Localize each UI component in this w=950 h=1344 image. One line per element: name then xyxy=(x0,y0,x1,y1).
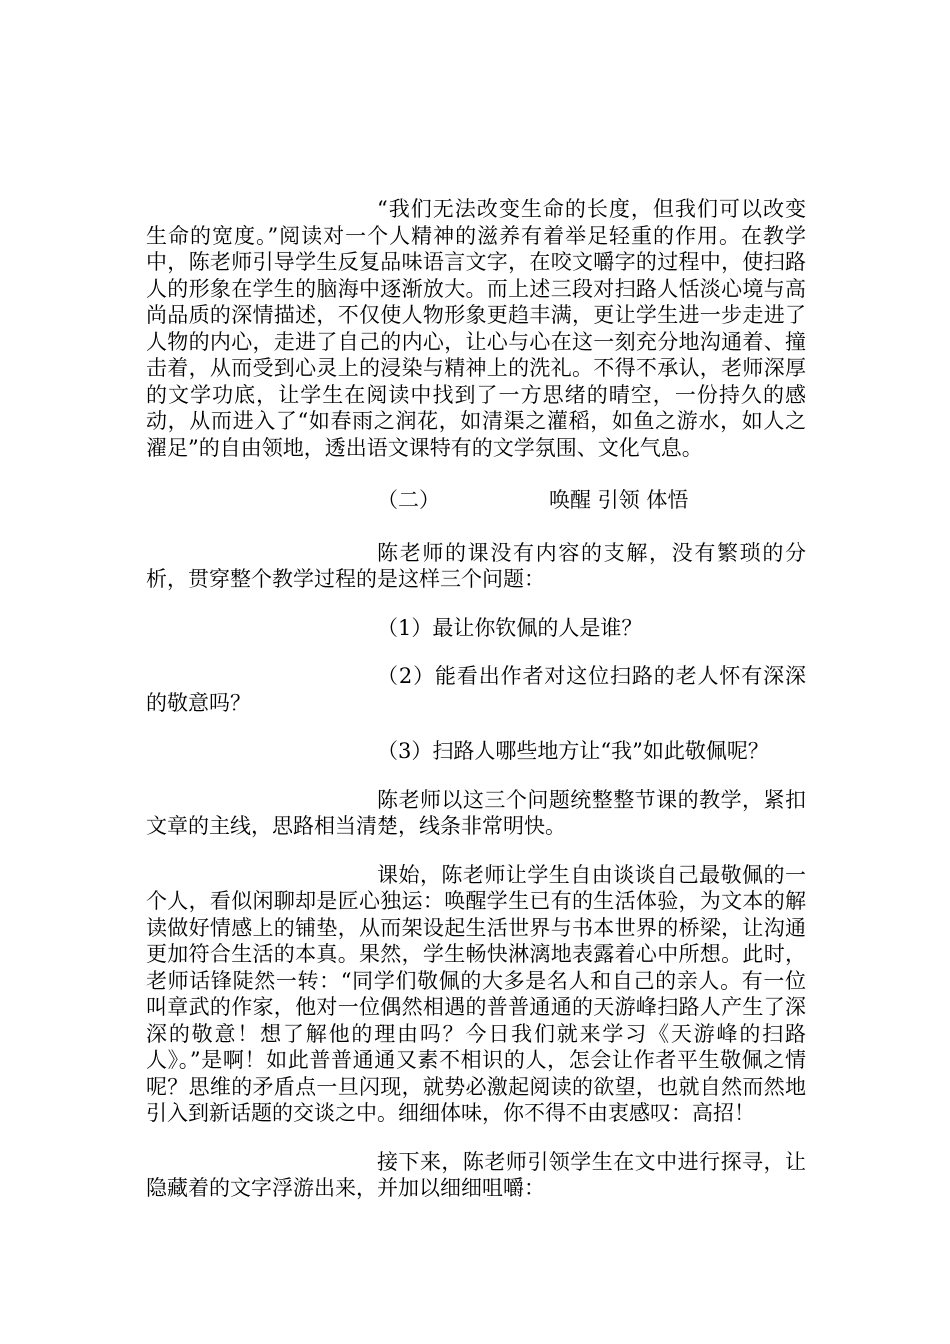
paragraph-questions-summary: 陈老师以这三个问题统整整节课的教学，紧扣文章的主线，思路相当清楚，线条非常明快。 xyxy=(146,787,806,838)
question-2: （2）能看出作者对这位扫路的老人怀有深深的敬意吗？ xyxy=(146,664,806,715)
question-3: （3）扫路人哪些地方让“我”如此敬佩呢？ xyxy=(377,739,769,763)
paragraph-next-step: 接下来，陈老师引领学生在文中进行探寻，让隐藏着的文字浮游出来，并加以细细咀嚼： xyxy=(146,1149,806,1200)
section-heading xyxy=(146,487,806,514)
paragraph-lesson-opening: 课始，陈老师让学生自由谈谈自己最敬佩的一个人，看似闲聊却是匠心独运：唤醒学生已有的生活体验，为文本的解读做好情感上的铺垫，从而架设起生活世界与书本世界的桥梁，让沟通更加符合生活的本真。果然，学生畅快淋漓地表露着心中所想。此时，老师话锋陡然一转：“同学们敬佩的大多是名人和自己的亲人。有一位叫章武的作家，他对一位偶然相遇的普普通通的天游峰扫路人产生了深深的敬意！想了解他的理由吗？今日我们就来学习《天游峰的扫路人》。”是啊！如此普普通通又素不相识的人，怎会让作者平生敬佩之情呢？思维的矛盾点一旦闪现，就势必激起阅读的欲望，也就自然而然地引入到新话题的交谈之中。细细体味，你不得不由衷感叹：高招！ xyxy=(146,862,806,1125)
document-page xyxy=(146,196,806,1202)
question-1: （1）最让你钦佩的人是谁？ xyxy=(377,615,643,640)
paragraph-three-questions-intro: 陈老师的课没有内容的支解，没有繁琐的分析，贯穿整个教学过程的是这样三个问题： xyxy=(146,540,806,591)
section-number: （二） xyxy=(377,488,440,512)
section-title: 唤醒 引领 体悟 xyxy=(549,488,689,512)
paragraph-reading-significance: “我们无法改变生命的长度，但我们可以改变生命的宽度。”阅读对一个人精神的滋养有着举足轻重的作用。在教学中，陈老师引导学生反复品味语言文字，在咬文嚼字的过程中，使扫路人的形象在学生的脑海中逐渐放大。而上述三段对扫路人恬淡心境与高尚品质的深情描述，不仅使人物形象更趋丰满，更让学生进一步走进了人物的内心，走进了自己的内心，让心与心在这一刻充分地沟通着、撞击着，从而受到心灵上的浸染与精神上的洗礼。不得不承认，老师深厚的文学功底，让学生在阅读中找到了一方思绪的晴空，一份持久的感动，从而进入了“如春雨之润花，如清渠之灌稻，如鱼之游水，如人之濯足”的自由领地，透出语文课特有的文学氛围、文化气息。 xyxy=(146,197,806,460)
